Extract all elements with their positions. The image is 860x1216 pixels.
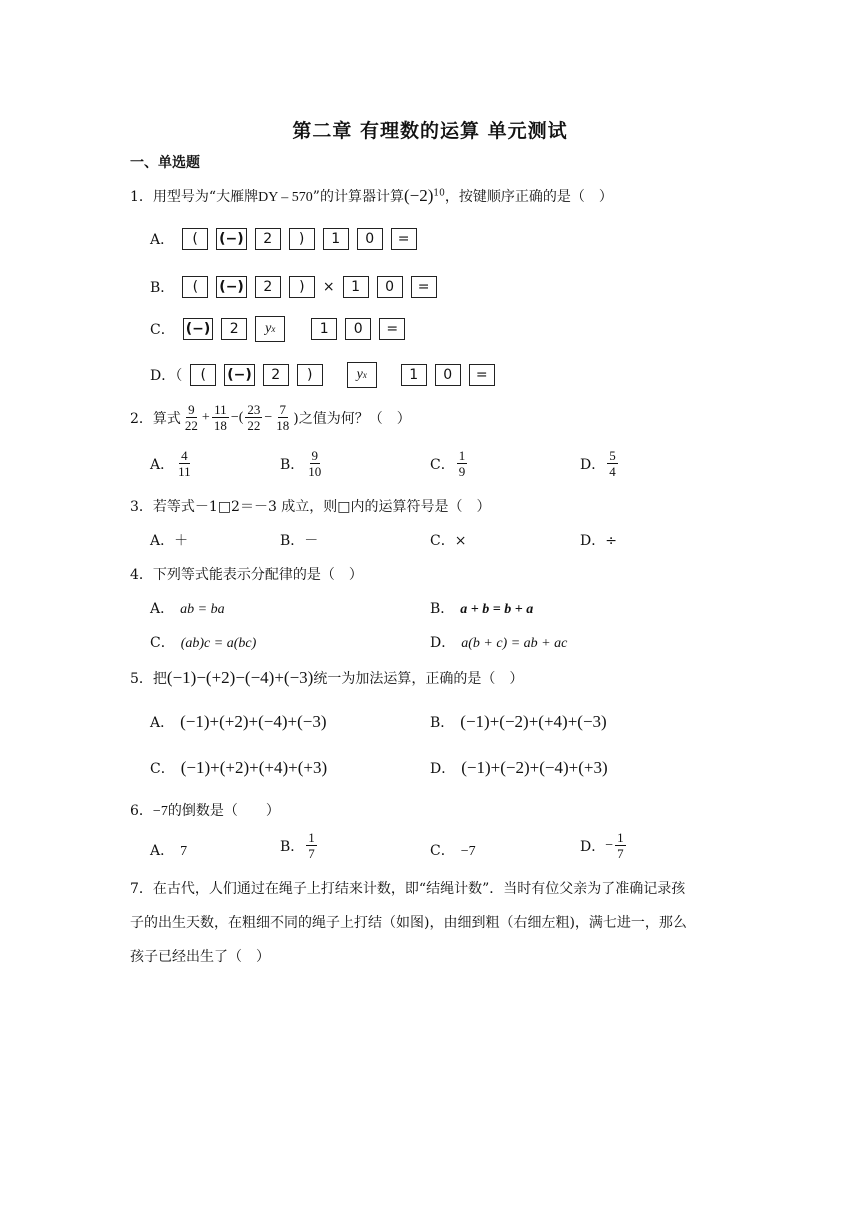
q1-option-d[interactable]: D．（ ( (−) 2 ) y x 1 0 = (150, 362, 495, 388)
q3-option-c[interactable]: C．× (430, 533, 467, 549)
calculator-key: 0 (377, 276, 403, 298)
q3-option-d[interactable]: D．÷ (580, 533, 617, 549)
question-4: 4．下列等式能表示分配律的是（ ） (130, 567, 363, 583)
question-6: 6．−7的倒数是（ ） (130, 803, 280, 819)
calculator-key: = (469, 364, 495, 386)
q1-option-a[interactable]: A． ( (−) 2 ) 1 0 = (150, 228, 417, 250)
calculator-key: ) (289, 228, 315, 250)
fraction: $\frac{11}{18}$ (213, 402, 227, 433)
calculator-key: ( (182, 228, 208, 250)
calculator-key: = (411, 276, 437, 298)
calculator-key: ) (289, 276, 315, 298)
calculator-key: 0 (357, 228, 383, 250)
q2-option-a[interactable]: A． $\frac{4}{11}$ (150, 448, 191, 479)
q4-option-c[interactable]: C． (ab)c = a(bc) (150, 635, 257, 651)
q2-option-c[interactable]: C． $\frac{1}{9}$ (430, 448, 466, 479)
q5-option-c[interactable]: C． (−1)+(+2)+(+4)+(+3) (150, 758, 328, 777)
q1-option-c[interactable]: C． (−) 2 y x 1 0 = (150, 316, 405, 342)
q3-option-a[interactable]: A．＋ (150, 533, 189, 549)
calculator-key: ( (182, 276, 208, 298)
calculator-key: = (379, 318, 405, 340)
times-sign: × (322, 279, 335, 295)
key-sequence-d2 (401, 364, 495, 386)
key-sequence-a (182, 228, 417, 250)
calculator-key: 2 (255, 276, 281, 298)
calculator-key: (−) (183, 318, 214, 340)
question-3: 3．若等式－1□2＝－3 成立，则□内的运算符号是（ ） (130, 499, 491, 515)
calculator-key: 1 (323, 228, 349, 250)
calculator-key: ) (297, 364, 323, 386)
calculator-key: = (391, 228, 417, 250)
calculator-key: (−) (224, 364, 255, 386)
fraction: $\frac{9}{22}$ (184, 402, 198, 433)
q5-option-d[interactable]: D． (−1)+(−2)+(−4)+(+3) (430, 758, 608, 777)
q6-option-c[interactable]: C． −7 (430, 843, 476, 859)
q5-option-a[interactable]: A． (−1)+(+2)+(−4)+(−3) (150, 712, 327, 731)
question-1: 1．用型号为“大雁牌DY – 570”的计算器计算$(-2)^{10}$，按键顺序正确的是（ ） (130, 186, 613, 205)
q1-option-b[interactable]: B． ( (−) 2 ) × 1 0 = (150, 276, 437, 298)
calculator-key: 2 (255, 228, 281, 250)
calculator-key: 0 (435, 364, 461, 386)
calculator-key: 2 (221, 318, 247, 340)
section-heading: 一、单选题 (130, 155, 200, 171)
fraction: $\frac{23}{22}$ (247, 402, 261, 433)
key-sequence-b1 (182, 276, 315, 298)
q6-option-b[interactable]: B． $\frac{1}{7}$ (280, 830, 315, 861)
q4-option-b[interactable]: B． a + b = b + a (430, 601, 534, 617)
question-2: 2．算式 $\frac{9}{22}$ + $\frac{11}{18}$ −( $\frac{23}{22}$ − $\frac{7}{18}$ )之值为何？（ ） (130, 402, 411, 433)
calculator-key: 1 (311, 318, 337, 340)
calculator-key: (−) (216, 276, 247, 298)
q2-option-b[interactable]: B． $\frac{9}{10}$ (280, 448, 322, 479)
q6-option-d[interactable]: D． − $\frac{1}{7}$ (580, 830, 624, 861)
key-sequence-d1 (190, 364, 323, 386)
calculator-key: 0 (345, 318, 371, 340)
calculator-key: 2 (263, 364, 289, 386)
question-5: 5．把(−1)−(+2)−(−4)+(−3)统一为加法运算，正确的是（ ） (130, 668, 524, 687)
q2-option-d[interactable]: D． $\frac{5}{4}$ (580, 448, 616, 479)
fraction: $\frac{7}{18}$ (276, 402, 290, 433)
calculator-key: 1 (401, 364, 427, 386)
q6-option-a[interactable]: A． 7 (150, 843, 188, 859)
key-sequence-b2 (343, 276, 437, 298)
key-power: y x (255, 316, 285, 342)
question-7-line-3: 孩子已经出生了（ ） (130, 949, 270, 965)
q3-option-b[interactable]: B．－ (280, 533, 319, 549)
key-sequence-c1 (183, 318, 248, 340)
calculator-key: (−) (216, 228, 247, 250)
question-7-line-2: 子的出生天数，在粗细不同的绳子上打结（如图)，由细到粗（右细左粗)，满七进一，那么 (130, 915, 687, 931)
q4-option-a[interactable]: A． ab = ba (150, 601, 225, 617)
calculator-key: 1 (343, 276, 369, 298)
page-title: 第二章 有理数的运算 单元测试 (292, 120, 568, 142)
q4-option-d[interactable]: D． a(b + c) = ab + ac (430, 635, 568, 651)
question-7-line-1: 7．在古代，人们通过在绳子上打结来计数，即“结绳计数”．当时有位父亲为了准确记录孩 (130, 881, 686, 897)
key-sequence-c2 (311, 318, 405, 340)
calculator-key: ( (190, 364, 216, 386)
q5-option-b[interactable]: B． (−1)+(−2)+(+4)+(−3) (430, 712, 607, 731)
key-power: y x (347, 362, 377, 388)
